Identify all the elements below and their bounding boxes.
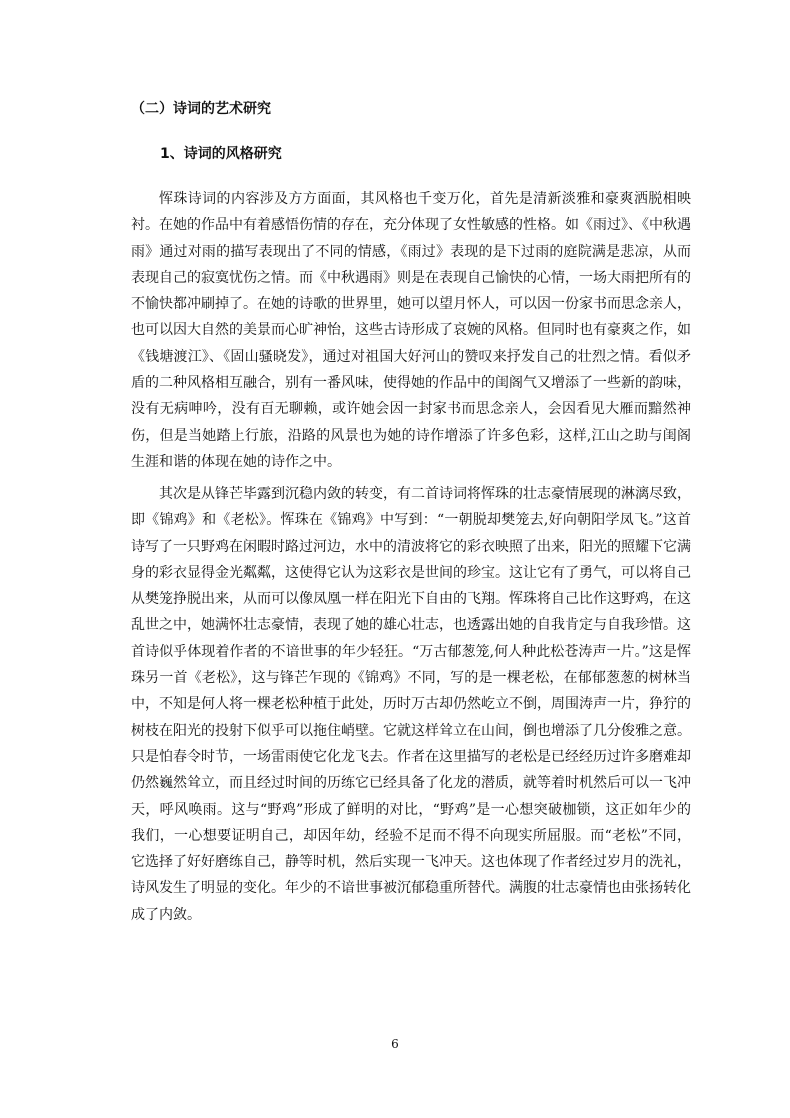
page-number: 6 — [391, 1037, 399, 1051]
body-paragraph-2: 其次是从锋芒毕露到沉稳内敛的转变，有二首诗词将恽珠的壮志豪情展现的淋漓尽致，即《锦鸡》和《老松》。恽珠在《锦鸡》中写到：“一朝脱却樊笼去,好向朝阳学凤飞。”这首诗写了一只野鸡在闲暇时路过河边，水中的清波将它的彩衣映照了出来，阳光的照耀下它满身的彩衣显得金光粼粼，这使得它认为这彩衣是世间的珍宝。这让它有了勇气，可以将自己从樊笼挣脱出来，从而可以像凤凰一样在阳光下自由的飞翔。恽珠将自己比作这野鸡，在这乱世之中，她满怀壮志豪情，表现了她的雄心壮志，也透露出她的自我肯定与自我珍惜。这首诗似乎体现着作者的不谙世事的年少轻狂。“万古郁葱笼,何人种此松苍涛声一片。”这是恽珠另一首《老松》，这与锋芒乍现的《锦鸡》不同，写的是一棵老松，在郁郁葱葱的树林当中，不知是何人将一棵老松种植于此处，历时万古却仍然屹立不倒，周围涛声一片，狰狞的树枝在阳光的投射下似乎可以拖住峭壁。它就这样耸立在山间，倒也增添了几分俊雅之意。只是怕春令时节，一场雷雨使它化龙飞去。作者在这里描写的老松是已经经历过许多磨难却仍然巍然耸立，而且经过时间的历练它已经具备了化龙的潜质，就等着时机然后可以一飞冲天，呼风唤雨。这与“野鸡”形成了鲜明的对比，“野鸡”是一心想突破枷锁，这正如年少的我们，一心想要证明自己，却因年幼，经验不足而不得不向现实所屈服。而“老松”不同，它选择了好好磨练自己，静等时机，然后实现一飞冲天。这也体现了作者经过岁月的洗礼，诗风发生了明显的变化。年少的不谙世事被沉郁稳重所替代。满腹的壮志豪情也由张扬转化成了内敛。 — [131, 486, 691, 923]
subsection-heading: 1、诗词的风格研究 — [160, 146, 282, 162]
section-heading: （二）诗词的艺术研究 — [131, 101, 271, 117]
body-paragraph-1: 恽珠诗词的内容涉及方方面面，其风格也千变万化，首先是清新淡雅和豪爽洒脱相映衬。在她的作品中有着感悟伤情的存在，充分体现了女性敏感的性格。如《雨过》、《中秋遇雨》通过对雨的描写表现出了不同的情感，《雨过》表现的是下过雨的庭院满是悲凉，从而表现自己的寂寞忧伤之情。而《中秋遇雨》则是在表现自己愉快的心情，一场大雨把所有的不愉快都冲刷掉了。在她的诗歌的世界里，她可以望月怀人，可以因一份家书而思念亲人，也可以因大自然的美景而心旷神怡，这些古诗形成了哀婉的风格。但同时也有豪爽之作，如《钱塘渡江》、《固山骚晓发》，通过对祖国大好河山的赞叹来抒发自己的壮烈之情。看似矛盾的二种风格相互融合，别有一番风味，使得她的作品中的闺阁气又增添了一些新的韵味，没有无病呻吟，没有百无聊赖，或许她会因一封家书而思念亲人，会因看见大雁而黯然神伤，但是当她踏上行旅，沿路的风景也为她的诗作增添了许多色彩，这样,江山之助与闺阁生涯和谐的体现在她的诗作之中。 — [131, 191, 691, 470]
